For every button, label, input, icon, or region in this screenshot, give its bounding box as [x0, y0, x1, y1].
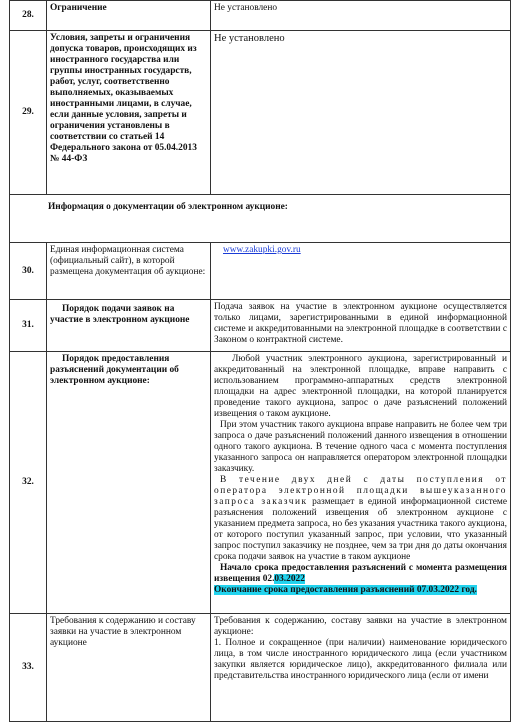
row-label: Порядок подачи заявок на участие в электронном аукционе	[47, 300, 211, 352]
table-row	[10, 243, 511, 300]
table-row	[10, 352, 511, 614]
section-row	[10, 195, 511, 243]
row-number: 31.	[10, 300, 47, 352]
row-label: Условия, запреты и ограничения допуска товаров, происходящих из иностранного государства или группы иностранных государств, работ, услуг, соответственно выполняемых, оказываемых иностранными лицами, в случае, если данные условия, запреты и ограничения установлены в соответствии со статьей 14 Федерального закона от 05.04.2013 № 44-ФЗ	[47, 31, 211, 195]
row-label: Единая информационная система (официальный сайт), в которой размещена документация об аукционе:	[47, 243, 211, 300]
clarification-paragraph-3	[214, 475, 507, 563]
start-date-label: Начало срока предоставления разъяснений с момента размещения извещения 02.	[214, 563, 507, 584]
row-value: Подача заявок на участие в электронном аукционе осуществляется только лицами, зарегистрированными в единой информационной системе и аккредитованными на электронной площадке в соответствии с Законом о контрактной системе.	[211, 300, 511, 352]
section-title: Информация о документации об электронном аукционе:	[10, 195, 511, 243]
table-row	[10, 31, 511, 195]
row-number: 30.	[10, 243, 47, 300]
row-value	[211, 352, 511, 614]
row-label: Требования к содержанию и составу заявки на участие в электронном аукционе	[47, 614, 211, 722]
row-label: Порядок предоставления разъяснений документации об электронном аукционе:	[47, 352, 211, 614]
procurement-table	[9, 0, 511, 722]
start-date-highlight: 03.2022	[274, 574, 305, 584]
table-row	[10, 1, 511, 31]
clarification-end-date	[214, 585, 507, 596]
row-number: 29.	[10, 31, 47, 195]
row-value: Не установлено	[211, 1, 511, 31]
row-value	[211, 614, 511, 722]
table-row	[10, 614, 511, 722]
row-value: Не установлено	[211, 31, 511, 195]
clarification-paragraph-1: Любой участник электронного аукциона, зарегистрированный и аккредитованный на электронной площадке, вправе направить с использованием программно-аппаратных средств электронной площадки на адрес электронной площадки, на которой планируется проведение такого аукциона, запрос о даче разъяснений положений извещения о таком аукционе.	[214, 354, 507, 419]
end-date-highlight: Окончание срока предоставления разъяснений 07.03.2022 год.	[214, 585, 477, 595]
clarification-paragraph-3-start: В течение двух дней с даты поступления от оператора электронной площадки вышеуказанного запроса заказчик	[214, 475, 507, 507]
row-number: 32.	[10, 352, 47, 614]
row-number: 33.	[10, 614, 47, 722]
row-label: Ограничение	[47, 1, 211, 31]
table-row	[10, 300, 511, 352]
zakupki-link[interactable]: www.zakupki.gov.ru	[223, 245, 301, 255]
clarification-paragraph-3-rest: размещает в единой информационной системе разъяснения положений извещения об электронном аукционе с указанием предмета запроса, но без указания участника такого аукциона, от которого поступил указанный запрос, при условии, что указанный запрос поступил заказчику не позднее, чем за три дня до даты окончания срока подачи заявок на участие в таком аукционе	[214, 497, 507, 562]
row-number: 28.	[10, 1, 47, 31]
requirements-intro: Требования к содержанию, составу заявки на участие в электронном аукционе:	[214, 616, 507, 637]
requirements-item-1: 1. Полное и сокращенное (при наличии) наименование юридического лица, в том числе иностранного юридического лица (если участником закупки является юридическое лицо), аккредитованного филиала или представительства иностранного юридического лица (если от имени	[214, 638, 507, 681]
clarification-start-date	[214, 563, 507, 585]
clarification-paragraph-2: При этом участник такого аукциона вправе направить не более чем три запроса о даче разъяснений положений данного извещения в отношении одного такого аукциона. В течение одного часа с момента поступления указанного запроса он направляется оператором электронной площадки заказчику.	[214, 420, 507, 474]
